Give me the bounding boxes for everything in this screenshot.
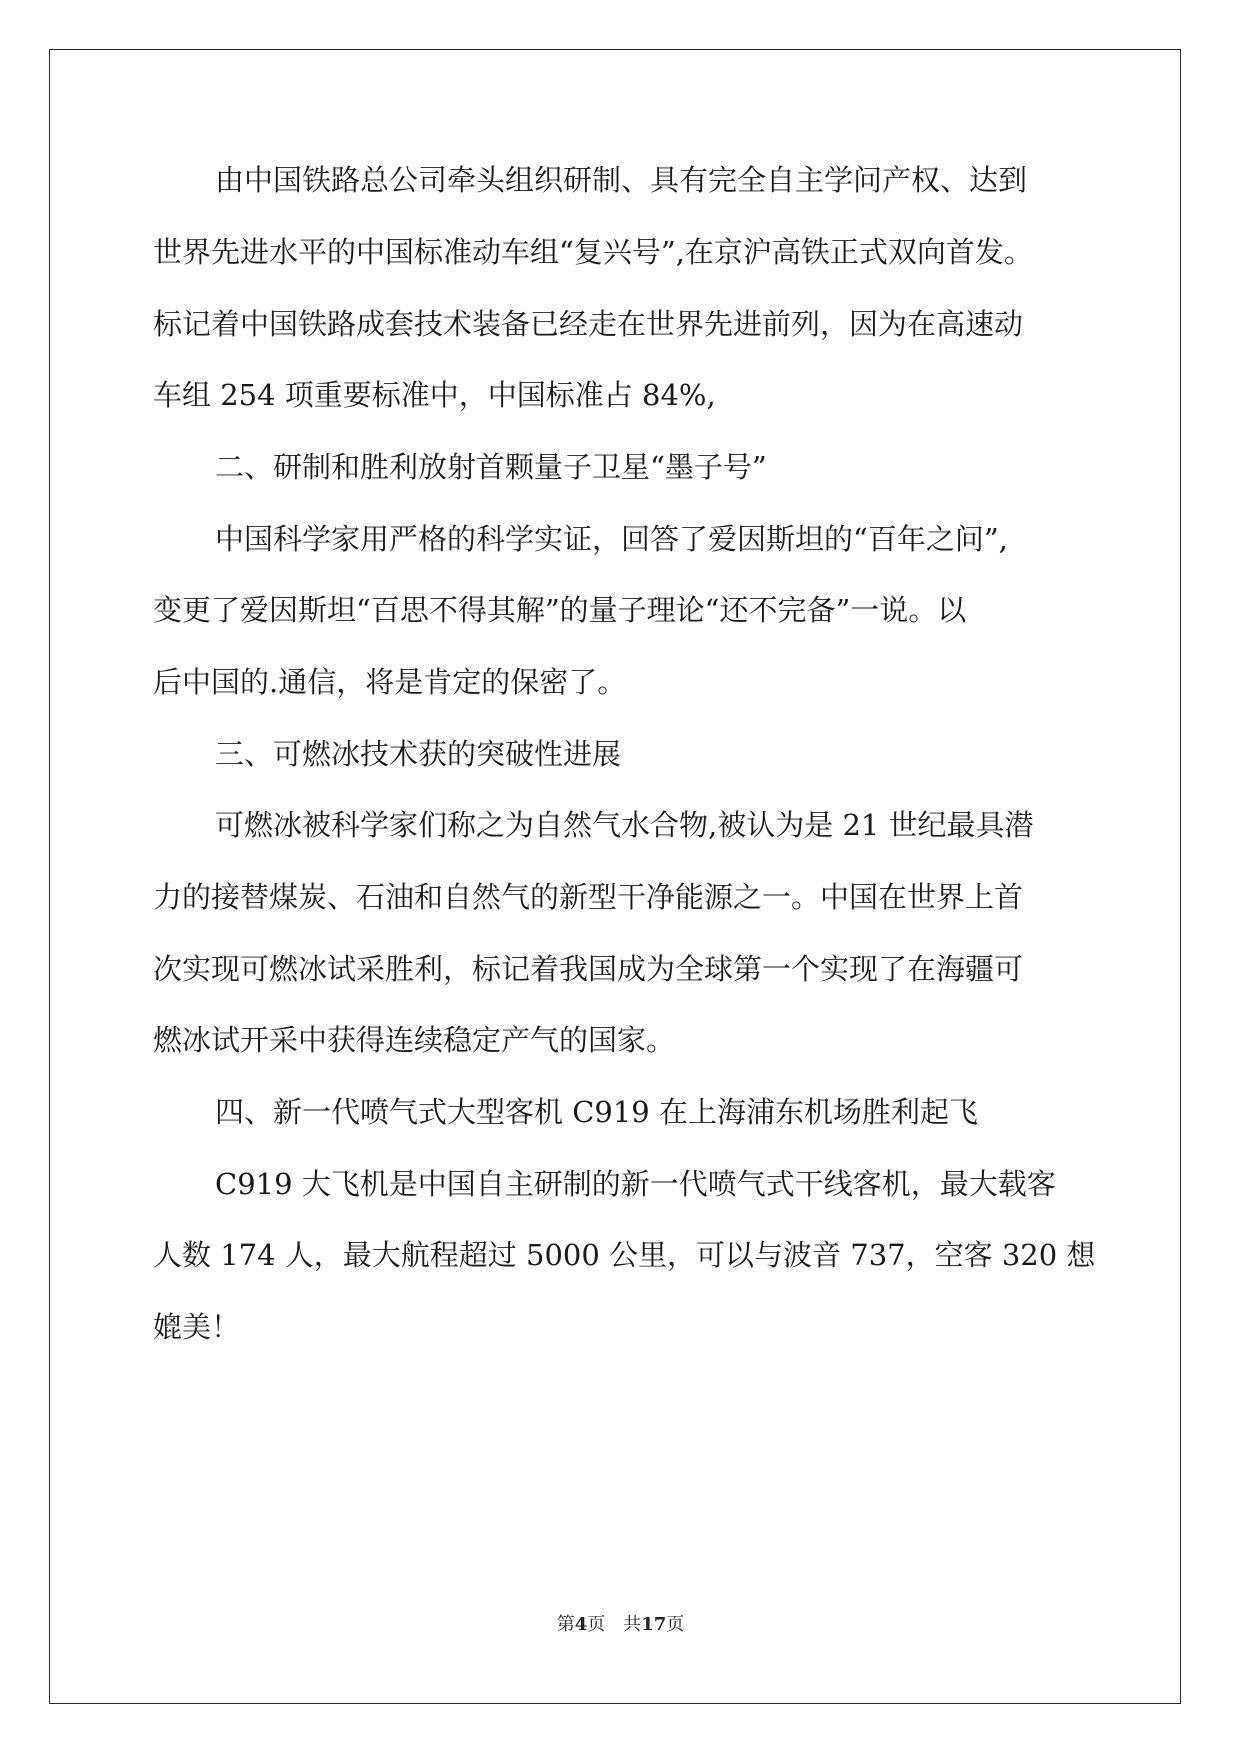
page-footer xyxy=(0,1614,1241,1636)
paragraph-line: 可燃冰被科学家们称之为自然气水合物,被认为是 21 世纪最具潜 xyxy=(215,808,1034,842)
paragraph-line: 由中国铁路总公司牵头组织研制、具有完全自主学问产权、达到 xyxy=(215,163,1028,197)
footer-suffix: 页 xyxy=(666,1614,685,1635)
paragraph-line: C919 大飞机是中国自主研制的新一代喷气式干线客机，最大载客 xyxy=(215,1167,1056,1201)
paragraph-line: 标记着中国铁路成套技术装备已经走在世界先进前列，因为在高速动 xyxy=(153,307,1024,341)
section-heading: 四、新一代喷气式大型客机 C919 在上海浦东机场胜利起飞 xyxy=(215,1095,978,1129)
paragraph-line: 次实现可燃冰试采胜利，标记着我国成为全球第一个实现了在海疆可 xyxy=(153,952,1024,986)
section-heading: 二、研制和胜利放射首颗量子卫星“墨子号” xyxy=(215,450,767,484)
footer-mid: 页 共 xyxy=(587,1614,642,1635)
paragraph-line: 力的接替煤炭、石油和自然气的新型干净能源之一。中国在世界上首 xyxy=(153,880,1024,914)
paragraph-line: 车组 254 项重要标准中，中国标准占 84%, xyxy=(153,378,716,412)
current-page-number: 4 xyxy=(574,1614,588,1635)
paragraph-line: 燃冰试开采中获得连续稳定产气的国家。 xyxy=(153,1023,676,1057)
section-heading: 三、可燃冰技术获的突破性进展 xyxy=(215,737,622,771)
footer-prefix: 第 xyxy=(556,1614,575,1635)
paragraph-line: 中国科学家用严格的科学实证，回答了爱因斯坦的“百年之问”, xyxy=(215,522,1008,556)
paragraph-line: 人数 174 人，最大航程超过 5000 公里，可以与波音 737，空客 320 想 xyxy=(153,1238,1096,1272)
paragraph-line: 媲美！ xyxy=(153,1310,241,1344)
total-page-number: 17 xyxy=(641,1614,667,1635)
paragraph-line: 世界先进水平的中国标准动车组“复兴号”,在京沪高铁正式双向首发。 xyxy=(153,235,1033,269)
paragraph-line: 后中国的.通信，将是肯定的保密了。 xyxy=(153,665,627,699)
paragraph-line: 变更了爱因斯坦“百思不得其解”的量子理论“还不完备”一说。以 xyxy=(153,593,967,627)
